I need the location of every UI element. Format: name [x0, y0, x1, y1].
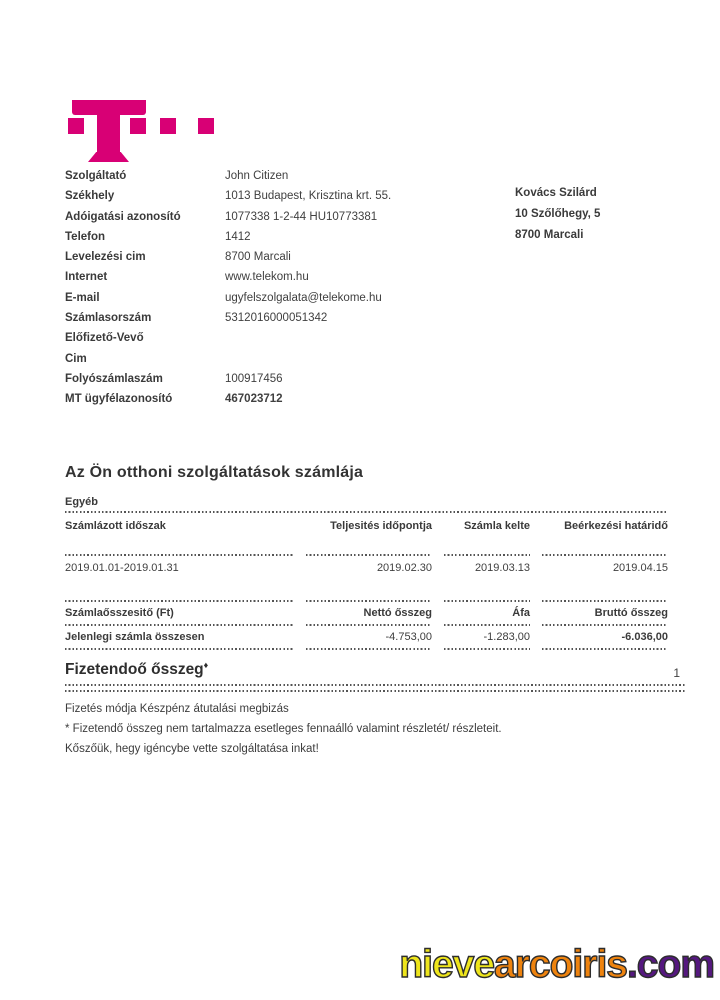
diamond-icon: ♦	[203, 660, 209, 670]
column-header: Bruttó ősszeg	[594, 607, 668, 619]
provider-row	[65, 247, 505, 267]
summary-table-row	[65, 626, 668, 648]
provider-row	[65, 186, 505, 206]
field-label: E-mail	[65, 291, 100, 304]
provider-row	[65, 328, 505, 348]
field-value: ugyfelszolgalata@telekome.hu	[225, 291, 382, 304]
provider-row	[65, 369, 505, 389]
field-value: 467023712	[225, 393, 283, 406]
provider-row	[65, 288, 505, 308]
provider-row	[65, 166, 505, 186]
field-label: Cim	[65, 352, 87, 365]
payment-method-note: Fizetés módja Készpénz átutalási megbizás	[65, 703, 289, 715]
divider	[65, 600, 668, 602]
field-label: Szolgáltató	[65, 170, 127, 182]
column-header: Számlaősszesitő (Ft)	[65, 607, 174, 619]
logo-square-icon	[198, 118, 214, 134]
field-value: www.telekom.hu	[225, 271, 309, 284]
logo-square-icon	[130, 118, 146, 134]
divider	[65, 624, 668, 626]
table-cell: -6.036,00	[621, 631, 668, 643]
column-header: Számlázott időszak	[65, 520, 166, 532]
field-value: 1013 Budapest, Krisztina krt. 55.	[225, 190, 392, 203]
logo-t-foot	[88, 152, 129, 162]
period-table-row	[65, 556, 668, 580]
customer-name: Kovács Szilárd	[515, 187, 597, 199]
table-cell: -4.753,00	[385, 631, 432, 643]
field-label: Internet	[65, 271, 108, 284]
field-value: 5312016000051342	[225, 312, 328, 325]
provider-info	[65, 166, 505, 410]
provider-row	[65, 267, 505, 287]
provider-row	[65, 308, 505, 328]
divider	[65, 648, 668, 650]
footer-notes	[65, 699, 668, 759]
total-value: 1	[673, 666, 680, 680]
logo-t-stem	[97, 100, 120, 158]
column-header: Nettó ősszeg	[363, 607, 432, 619]
summary-table-header	[65, 602, 668, 624]
total-label: Fizetendoő ősszeg♦	[65, 660, 209, 678]
field-label: Előfizető-Vevő	[65, 332, 144, 345]
provider-row	[65, 207, 505, 227]
field-value: 100917456	[225, 372, 283, 385]
column-header: Áfa	[512, 607, 530, 619]
field-label: Adóigatási azonosító	[65, 210, 181, 223]
disclaimer-note: * Fizetendő összeg nem tartalmazza esetleges fennaálló valamint részletét/ részleteit.	[65, 723, 502, 735]
field-value: 1077338 1-2-44 HU10773381	[225, 210, 378, 223]
invoice-body	[65, 462, 680, 759]
field-label: Levelezési cim	[65, 251, 146, 264]
logo-square-icon	[160, 118, 176, 134]
thankyou-note: Kőszőük, hegy igéncybe vette szolgáltatása inkat!	[65, 743, 319, 755]
customer-address	[515, 183, 600, 246]
table-cell: 2019.04.15	[612, 562, 668, 574]
provider-row	[65, 349, 505, 369]
provider-row	[65, 389, 505, 409]
watermark-part: .com	[626, 943, 714, 986]
logo-square-icon	[68, 118, 84, 134]
column-header: Számla kelte	[463, 520, 530, 532]
customer-street: 10 Szőlőhegy, 5	[515, 208, 601, 220]
field-value: 8700 Marcali	[225, 251, 291, 264]
field-label: Folyószámlaszám	[65, 372, 163, 385]
telekom-logo	[68, 98, 218, 168]
column-header: Beérkezési határidő	[564, 520, 668, 532]
section-label: Egyéb	[65, 496, 99, 508]
field-label: Telefon	[65, 230, 106, 243]
customer-city: 8700 Marcali	[515, 229, 584, 241]
field-label: Számlasorszám	[65, 312, 152, 325]
table-cell: -1.283,00	[483, 631, 530, 643]
watermark-part: arcoiris	[494, 943, 627, 986]
field-label: MT ügyfélazonosító	[65, 393, 173, 406]
divider	[65, 554, 668, 556]
field-value: John Citizen	[225, 170, 289, 182]
period-table-header	[65, 513, 668, 538]
divider	[65, 690, 685, 692]
table-cell: 2019.02.30	[376, 562, 432, 574]
field-label: Székhely	[65, 190, 115, 203]
total-row	[65, 650, 680, 684]
table-cell: Jelenlegi számla összesen	[65, 631, 205, 643]
table-cell: 2019.03.13	[474, 562, 530, 574]
page-title: Az Ön otthoni szolgáltatások számlája	[65, 464, 364, 481]
column-header: Teljesités időpontja	[330, 520, 432, 532]
watermark	[399, 941, 714, 989]
field-value: 1412	[225, 230, 251, 243]
divider	[65, 684, 685, 686]
provider-row	[65, 227, 505, 247]
watermark-part: nieve	[399, 943, 495, 986]
table-cell: 2019.01.01-2019.01.31	[65, 562, 179, 574]
